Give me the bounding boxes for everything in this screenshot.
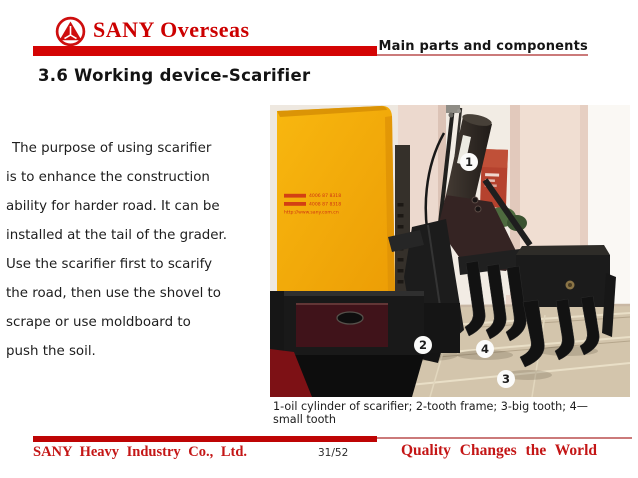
label-circle-1: [460, 153, 478, 171]
body-line: The purpose of using scarifier: [12, 141, 212, 156]
caption-line: 1-oil cylinder of scarifier; 2-tooth frame; 3-big tooth; 4—: [273, 400, 588, 413]
footer-thin-line: [377, 437, 632, 439]
svg-text:4: 4: [480, 342, 490, 356]
footer-bar: [33, 436, 377, 442]
label-circle-2: [414, 336, 432, 354]
body-paragraph: [6, 134, 278, 366]
body-line: installed at the tail of the grader.: [6, 228, 228, 243]
header-bar: [33, 46, 377, 56]
body-line: Use the scarifier first to scarify: [6, 257, 213, 272]
svg-text:1: 1: [464, 155, 474, 169]
body-line: the road, then use the shovel to: [6, 286, 222, 301]
sany-logo-icon: [52, 13, 89, 50]
body-line: is to enhance the construction: [6, 170, 210, 185]
footer-company: SANY Heavy Industry Co., Ltd.: [33, 444, 248, 460]
svg-text:3: 3: [501, 372, 511, 386]
panel-hotline-2: 4008 87 8318: [309, 202, 342, 208]
body-line: scrape or use moldboard to: [6, 315, 191, 330]
section-label: Main parts and components: [378, 39, 588, 54]
page-number: 31/52: [318, 447, 349, 459]
header-thin-line: [377, 54, 588, 56]
page-title: 3.6 Working device-Scarifier: [38, 66, 311, 85]
panel-url: http://www.sany.com.cn: [284, 210, 339, 216]
yellow-panel: [277, 106, 395, 296]
footer-slogan: Quality Changes the World: [400, 442, 597, 459]
caption-line: small tooth: [273, 413, 336, 426]
scarifier-photo: [270, 105, 630, 397]
label-circle-4: [476, 340, 494, 358]
svg-text:2: 2: [418, 338, 428, 352]
photo-caption: [273, 400, 637, 426]
body-line: push the soil.: [6, 344, 96, 359]
brand-title: SANY Overseas: [93, 17, 250, 42]
label-circle-3: [497, 370, 515, 388]
panel-hotline-1: 4006 87 8318: [309, 194, 342, 200]
body-line: ability for harder road. It can be: [6, 199, 220, 214]
